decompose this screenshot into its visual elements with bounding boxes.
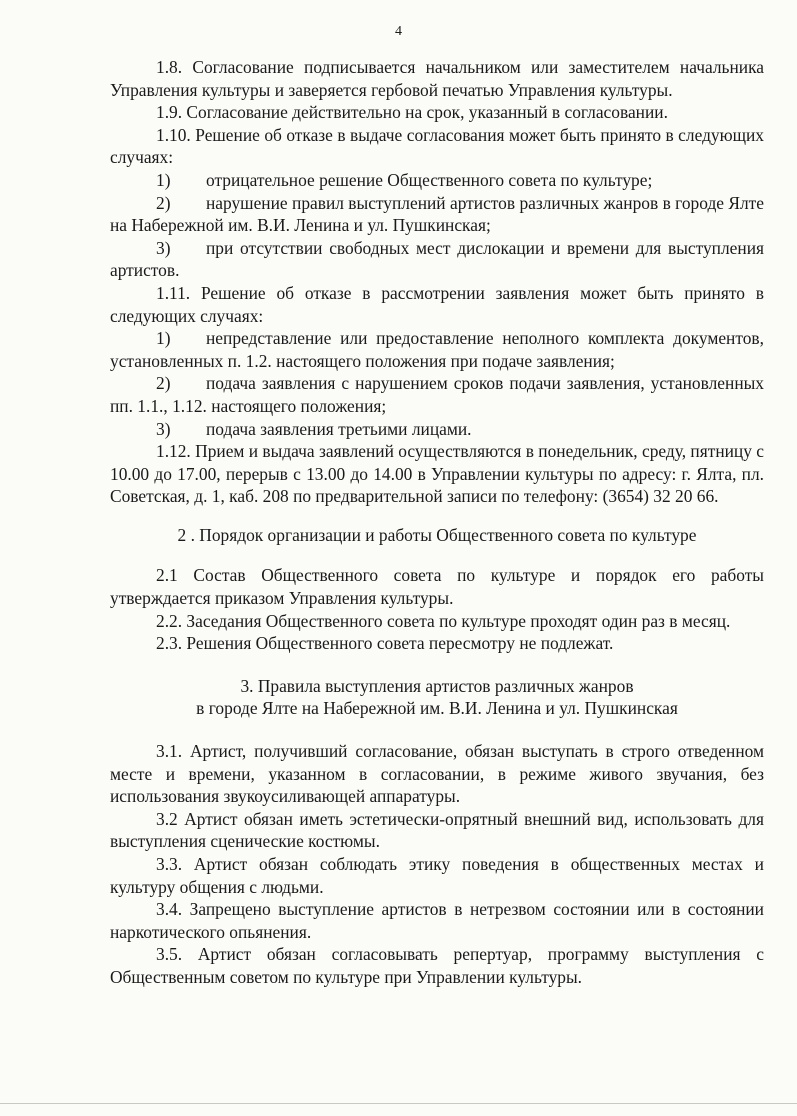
list-item-text: подача заявления третьими лицами. <box>206 418 472 439</box>
paragraph-2-1: 2.1 Состав Общественного совета по культуре и порядок его работы утверждается приказом Управления культуры. <box>110 565 764 609</box>
paragraph-3-1: 3.1. Артист, получивший согласование, обязан выступать в строго отведенном месте и времени, указанном в согласовании, в режиме живого звучания, без использования звукоусиливающей аппаратуры. <box>110 741 764 807</box>
list-item-number: 1) <box>156 169 171 190</box>
paragraph-3-2: 3.2 Артист обязан иметь эстетически-опрятный внешний вид, использовать для выступления сценические костюмы. <box>110 808 764 852</box>
scan-bottom-edge <box>0 1103 797 1104</box>
section-3-heading-line1: 3. Правила выступления артистов различных жанров <box>240 675 634 696</box>
paragraph-1-10: 1.10. Решение об отказе в выдаче согласования может быть принято в следующих случаях: <box>110 124 764 168</box>
paragraph-3-4: 3.4. Запрещено выступление артистов в нетрезвом состоянии или в состоянии наркотического опьянения. <box>110 899 764 942</box>
paragraph-1-11: 1.11. Решение об отказе в рассмотрении заявления может быть принято в следующих случаях: <box>110 282 764 326</box>
section-3-heading-line2: в городе Ялте на Набережной им. В.И. Ленина и ул. Пушкинская <box>196 698 678 719</box>
paragraph-3-5: 3.5. Артист обязан согласовывать репертуар, программу выступления с Общественным советом по культуре при Управлении культуры. <box>110 944 764 987</box>
list-item <box>110 327 764 372</box>
paragraph-3-3: 3.3. Артист обязан соблюдать этику поведения в общественных местах и культуру общения с людьми. <box>110 854 764 897</box>
list-item-text: отрицательное решение Общественного совета по культуре; <box>206 169 653 190</box>
paragraph-2-2: 2.2. Заседания Общественного совета по культуре проходят один раз в месяц. <box>156 610 731 631</box>
list-item-number: 1) <box>156 328 171 349</box>
list-item <box>110 169 764 192</box>
list-item-text: непредставление или предоставление неполного комплекта документов, установленных п. 1.2. настоящего положения при подаче заявления; <box>110 328 764 371</box>
list-item <box>110 372 764 417</box>
document-body <box>110 56 764 989</box>
paragraph-2-3: 2.3. Решения Общественного совета пересмотру не подлежат. <box>156 633 614 654</box>
section-2-heading: 2 . Порядок организации и работы Общественного совета по культуре <box>177 524 697 545</box>
list-item-number: 2) <box>156 373 171 394</box>
paragraph-1-8: 1.8. Согласование подписывается начальником или заместителем начальника Управления культуры и заверяется гербовой печатью Управления культуры. <box>110 57 764 100</box>
list-item-number: 2) <box>156 192 171 213</box>
list-item-text: нарушение правил выступлений артистов различных жанров в городе Ялте на Набережной им. В.И. Ленина и ул. Пушкинская; <box>110 192 764 236</box>
paragraph-1-9: 1.9. Согласование действительно на срок, указанный в согласовании. <box>156 102 668 123</box>
paragraph-1-12: 1.12. Прием и выдача заявлений осуществляются в понедельник, среду, пятницу с 10.00 до 17.00, перерыв с 13.00 до 14.00 в Управлении культуры по адресу: г. Ялта, пл. Советская, д. 1, каб. 208 по предварительной записи по телефону: (3654) 32 20 66. <box>110 441 764 507</box>
list-item-number: 3) <box>156 418 171 439</box>
list-item-number: 3) <box>156 237 171 258</box>
list-item <box>110 192 764 237</box>
list-item-text: подача заявления с нарушением сроков подачи заявления, установленных пп. 1.1., 1.12. настоящего положения; <box>110 373 764 416</box>
list-item-text: при отсутствии свободных мест дислокации и времени для выступления артистов. <box>110 237 764 281</box>
page-number: 4 <box>395 24 402 39</box>
list-item <box>110 418 764 441</box>
list-item <box>110 237 764 282</box>
